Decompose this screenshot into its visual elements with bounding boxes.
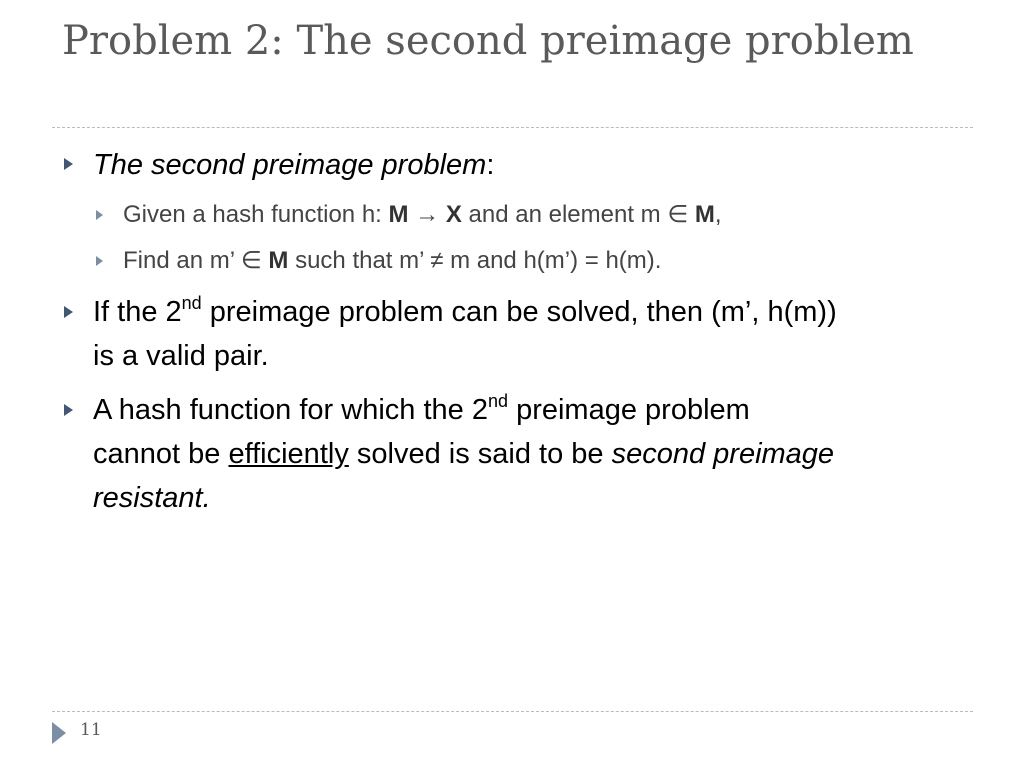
emphasis-underline: efficiently [228, 438, 349, 470]
bullet-arrow-icon [64, 404, 73, 416]
bullet-1-colon: : [486, 149, 495, 181]
bullet-3: A hash function for which the 2nd preimage problem cannot be efficiently solved is said to be second preimage resistant. [93, 391, 835, 514]
sub-bullet-arrow-icon [96, 210, 103, 220]
footer-divider [52, 711, 973, 712]
term-second-preimage: second preimage [611, 438, 835, 470]
sub-bullet-arrow-icon [96, 256, 103, 266]
sub-bullet-2: Find an m’ ∈ M such that m’ ≠ m and h(m’) = h(m). [123, 247, 662, 274]
bullet-arrow-icon [64, 306, 73, 318]
slide-title: Problem 2: The second preimage problem [62, 18, 914, 64]
bullet-2: If the 2nd preimage problem can be solved, then (m’, h(m)) is a valid pair. [93, 293, 837, 372]
set-X: X [445, 201, 462, 228]
bullet-1-term: The second preimage problem [93, 149, 487, 181]
footer-arrow-icon [52, 722, 66, 744]
title-divider [52, 127, 973, 128]
bullet-1 [93, 143, 973, 187]
page-number: 11 [80, 720, 102, 740]
sub-bullet-1: Given a hash function h: M → X and an element m ∈ M, [123, 201, 722, 228]
set-M: M [268, 247, 289, 274]
arrow-icon: → [408, 201, 446, 228]
set-M: M [694, 201, 715, 228]
term-resistant: resistant. [93, 482, 211, 514]
set-M: M [388, 201, 409, 228]
bullet-arrow-icon [64, 158, 73, 170]
